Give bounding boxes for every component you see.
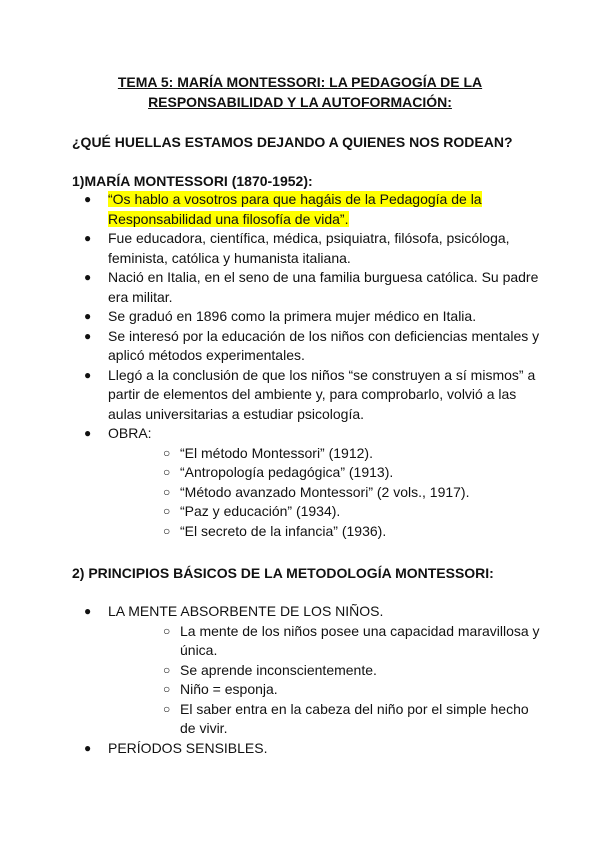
title-line-1: TEMA 5: MARÍA MONTESSORI: LA PEDAGOGÍA DE LA xyxy=(117,74,483,90)
list-item xyxy=(72,268,542,307)
list-item xyxy=(72,739,542,759)
bullet-icon: ● xyxy=(84,270,92,284)
bullet-icon: ● xyxy=(84,426,92,440)
list-item-text: Llegó a la conclusión de que los niños “se construyen a sí mismos” a partir de elementos del ambiente y, para comprobarlo, volvió a las aulas universitarias a estudiar psicología. xyxy=(108,366,536,422)
list-item xyxy=(72,307,542,327)
work-title: “Paz y educación” (1934). xyxy=(180,503,341,519)
work-title: “Método avanzado Montessori” (2 vols., 1917). xyxy=(180,483,470,500)
guiding-question: ¿QUÉ HUELLAS ESTAMOS DEJANDO A QUIENES NOS RODEAN? xyxy=(72,134,513,150)
bullet-icon: ● xyxy=(84,740,92,755)
work-title: “El secreto de la infancia” (1936). xyxy=(180,522,387,539)
circle-bullet-icon: ○ xyxy=(163,523,171,538)
sub-item xyxy=(108,622,542,661)
circle-bullet-icon: ○ xyxy=(163,662,171,677)
list-item-text: Nació en Italia, en el seno de una familia burguesa católica. Su padre era militar. xyxy=(108,269,539,305)
list-item xyxy=(72,229,542,268)
work-item xyxy=(108,502,542,522)
absorbent-mind-list xyxy=(108,622,542,739)
work-title: “Antropología pedagógica” (1913). xyxy=(180,464,394,480)
list-item-text: OBRA: xyxy=(108,425,152,441)
list-item xyxy=(72,190,542,229)
list-item-text: LA MENTE ABSORBENTE DE LOS NIÑOS. xyxy=(108,603,384,619)
list-item xyxy=(72,366,542,425)
work-item xyxy=(108,483,542,503)
list-item xyxy=(72,327,542,366)
section-2-list xyxy=(72,602,542,758)
list-item xyxy=(72,602,542,739)
circle-bullet-icon: ○ xyxy=(163,445,171,460)
sub-item-text: Se aprende inconscientemente. xyxy=(180,661,377,678)
circle-bullet-icon: ○ xyxy=(163,623,171,638)
section-1-list xyxy=(72,190,542,541)
work-item xyxy=(108,444,542,464)
bullet-icon: ● xyxy=(84,604,92,618)
list-item-text: Se graduó en 1896 como la primera mujer médico en Italia. xyxy=(108,308,477,324)
title-line-2: RESPONSABILIDAD Y LA AUTOFORMACIÓN: xyxy=(148,94,452,110)
circle-bullet-icon: ○ xyxy=(163,465,171,479)
works-list xyxy=(108,444,542,542)
list-item-obra xyxy=(72,424,542,541)
list-item-text: Se interesó por la educación de los niños con deficiencias mentales y aplicó métodos experimentales. xyxy=(108,327,540,363)
sub-item xyxy=(108,700,542,739)
bullet-icon: ● xyxy=(84,231,92,245)
bullet-icon: ● xyxy=(84,328,92,343)
work-item xyxy=(108,463,542,483)
sub-item xyxy=(108,661,542,681)
list-item-text: Fue educadora, científica, médica, psiquiatra, filósofa, psicóloga, feminista, católica y humanista italiana. xyxy=(108,230,510,266)
highlighted-quote: “Os hablo a vosotros para que hagáis de la Pedagogía de la Responsabilidad una filosofía de vida”. xyxy=(108,191,482,227)
section-1-heading: 1)MARÍA MONTESSORI (1870-1952): xyxy=(72,173,313,189)
circle-bullet-icon: ○ xyxy=(163,682,171,696)
list-item-text: PERÍODOS SENSIBLES. xyxy=(108,739,268,756)
sub-item xyxy=(108,680,542,700)
work-title: “El método Montessori” (1912). xyxy=(180,444,373,461)
circle-bullet-icon: ○ xyxy=(163,701,171,716)
document-title xyxy=(60,72,540,112)
sub-item-text: Niño = esponja. xyxy=(180,681,278,697)
bullet-icon: ● xyxy=(84,309,92,323)
work-item xyxy=(108,522,542,542)
bullet-icon: ● xyxy=(84,367,92,382)
sub-item-text: La mente de los niños posee una capacidad maravillosa y única. xyxy=(180,622,540,658)
circle-bullet-icon: ○ xyxy=(163,484,171,499)
section-2-heading: 2) PRINCIPIOS BÁSICOS DE LA METODOLOGÍA MONTESSORI: xyxy=(72,565,494,581)
bullet-icon: ● xyxy=(84,192,92,206)
circle-bullet-icon: ○ xyxy=(163,504,171,518)
sub-item-text: El saber entra en la cabeza del niño por el simple hecho de vivir. xyxy=(180,700,529,736)
